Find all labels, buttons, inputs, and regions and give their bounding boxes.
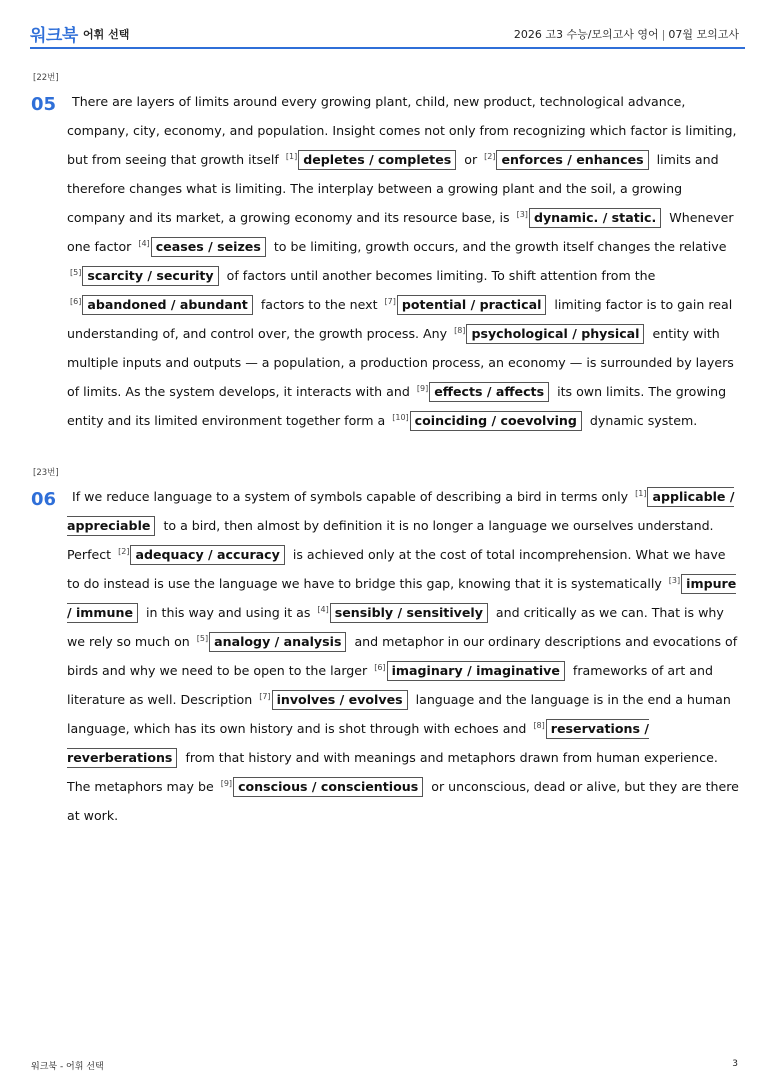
page-header [30,0,745,49]
blank-number: [3] [668,576,681,585]
passage-sentence: dynamic system. [585,413,698,428]
vocab-choice-box[interactable]: involves / evolves [272,690,408,710]
question-number: 06 [31,489,57,510]
blank-number: [9] [416,384,429,393]
question-tag: [22번] [33,73,59,83]
question-number: 05 [31,94,57,115]
passage-sentence: limits and therefore changes what is limiting. The interplay between a growing plant and the soil, a growing company and its market, a growing economy and its resource base, is [67,152,719,225]
passage-sentence: is achieved only at the cost of total incomprehension. What we have to do instead is use the language we have to bridge this gap, knowing that it is systematically [67,547,726,591]
vocab-choice-box[interactable]: effects / affects [429,382,549,402]
vocab-choice-box[interactable]: scarcity / security [82,266,218,286]
header-separator: | [661,28,666,41]
question-tag: [23번] [33,468,59,478]
vocab-choice-box[interactable]: depletes / completes [298,150,456,170]
passage-sentence: factors to the next [256,297,382,312]
blank-number: [3] [516,210,528,219]
test-name: 07월 모의고사 [668,28,739,41]
passage-sentence: in this way and using it as [142,605,315,620]
vocab-choice-box[interactable]: imaginary / imaginative [387,661,565,681]
blank-number: [4] [317,605,329,614]
vocab-choice-box[interactable]: coinciding / coevolving [410,411,582,431]
vocab-choice-box[interactable]: ceases / seizes [151,237,266,257]
vocab-choice-box[interactable]: sensibly / sensitively [330,603,488,623]
blank-number: [1] [285,152,298,161]
vocab-choice-box[interactable]: applicable / appreciable [67,487,734,536]
passage-sentence: entity with multiple inputs and outputs — a population, a production process, an economy — is surrounded by layers of limits. As the system develops, it interacts with and [67,326,734,399]
passage-sentence: from that history and with meanings and metaphors drawn from human experience. The metaphors may be [67,750,718,794]
exam-info [514,26,739,42]
vocab-choice-box[interactable]: adequacy / accuracy [130,545,284,565]
passage-sentence: language and the language is in the end a human language, which has its own history and is shot through with echoes and [67,692,731,736]
vocab-choice-box[interactable]: dynamic. / static. [529,208,661,228]
footer-title: 워크북 - 어휘 선택 [31,1062,104,1072]
vocab-choice-box[interactable]: potential / practical [397,295,547,315]
blank-number: [4] [138,239,150,248]
blank-number: [8] [533,721,545,730]
exam-name: 2026 고3 수능/모의고사 영어 [513,28,659,41]
vocab-choice-box[interactable]: conscious / conscientious [233,777,423,797]
passage-sentence: its own limits. The growing entity and its limited environment together form a [67,384,727,428]
blank-number: [7] [384,297,396,306]
passage-sentence: of factors until another becomes limiting. To shift attention from the [222,268,656,283]
passage-sentence: to a bird, then almost by definition it is no longer a language we ourselves understand. Perfect [67,518,714,562]
blank-number: [8] [454,326,466,335]
blank-number: [5] [196,634,209,643]
passage-sentence: If we reduce language to a system of symbols capable of describing a bird in terms only [72,489,633,504]
passage-sentence: frameworks of art and literature as well. Description [67,663,713,707]
vocab-choice-box[interactable]: abandoned / abundant [82,295,252,315]
blank-number: [6] [374,663,386,672]
passage-sentence: to be limiting, growth occurs, and the growth itself changes the relative [269,239,727,254]
passage-sentence: and metaphor in our ordinary descriptions and evocations of birds and why we need to be open to the larger [67,634,738,678]
blank-number: [2] [118,547,130,556]
passage-sentence: There are layers of limits around every growing plant, child, new product, technological advance, company, city, economy, and population. Insight comes not only from recognizing which factor is limiting, but from seeing that growth itself [67,94,737,167]
blank-number: [5] [70,268,82,277]
vocab-choice-box[interactable]: reservations / reverberations [67,719,649,768]
blank-number: [10] [392,413,409,422]
vocab-choice-box[interactable]: analogy / analysis [209,632,346,652]
brand-title: 워크북 [30,26,78,46]
blank-number: [1] [635,489,647,498]
blank-number: [9] [220,779,233,788]
blank-number: [7] [259,692,271,701]
passage-sentence: or unconscious, dead or alive, but they are there at work. [67,779,739,823]
passage-sentence: and critically as we can. That is why we rely so much on [67,605,724,649]
blank-number: [2] [484,152,496,161]
passage-sentence: Whenever one factor [67,210,734,254]
workbook-subtitle: 어휘 선택 [83,28,130,41]
vocab-choice-box[interactable]: enforces / enhances [496,150,648,170]
passage-sentence: limiting factor is to gain real understanding of, and control over, the growth process. Any [67,297,733,341]
page-number: 3 [732,1059,738,1069]
vocab-choice-box[interactable]: psychological / physical [466,324,644,344]
passage-text [67,482,740,830]
vocab-choice-box[interactable]: impure / immune [67,574,736,623]
blank-number: [6] [70,297,82,306]
passage-sentence: or [460,152,482,167]
passage-text [67,87,740,435]
